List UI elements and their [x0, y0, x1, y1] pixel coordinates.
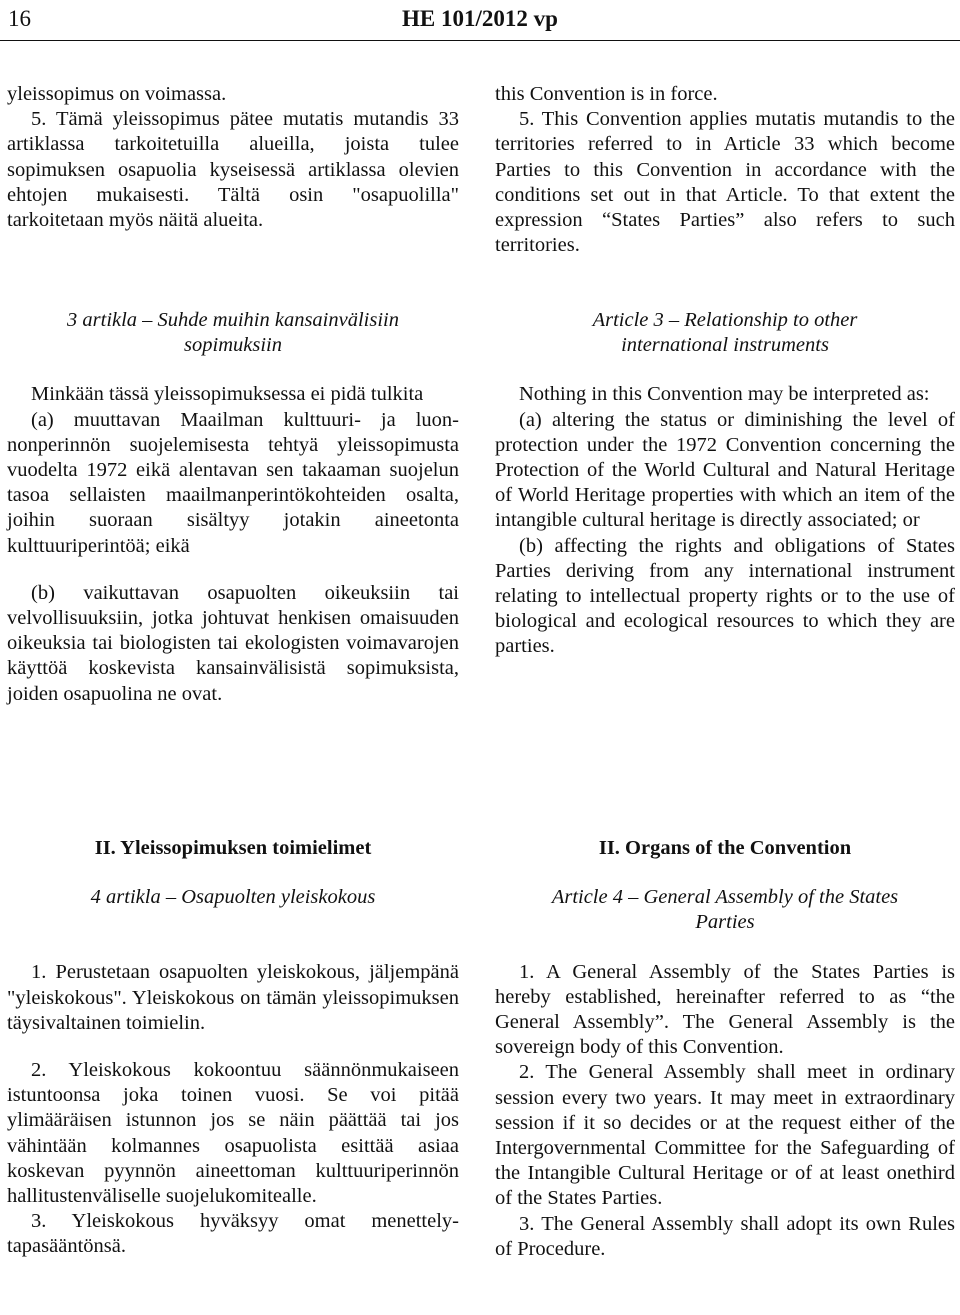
en-section-2	[495, 836, 955, 1262]
en-article-3-item-a: (a) altering the status or diminishing the level of protection under the 1972 Convention concerning the Protection of the World Cultural and Natural Heritage of World Heritage properties with which an item of the intangible cultural heritage is directly associated; or	[495, 408, 955, 532]
en-section-2-title: II. Organs of the Convention	[598, 837, 852, 859]
en-article-3-heading-line1: Article 3 – Relationship to other	[592, 309, 858, 331]
fi-section-2-title: II. Yleissopimuksen toimielimet	[94, 837, 372, 859]
fi-continuation: yleissopimus on voimassa.	[7, 83, 227, 105]
en-article-3	[495, 308, 955, 660]
fi-article-3	[7, 308, 459, 707]
document-id: HE 101/2012 vp	[402, 6, 558, 31]
en-article-3-intro: Nothing in this Convention may be interpreted as:	[519, 383, 930, 406]
en-article-4-heading-line1: Article 4 – General Assembly of the States	[551, 886, 899, 909]
fi-article-3-heading-line1: 3 artikla – Suhde muihin kansainvälisiin	[67, 309, 399, 331]
en-article-3-heading-line2: international instruments	[621, 334, 829, 357]
fi-top-block	[7, 82, 459, 233]
page-header	[0, 0, 960, 41]
fi-article-4-p3: 3. Yleiskokous hyväksyy omat menettelytapasääntönsä.	[7, 1210, 459, 1258]
en-article-4-p2: 2. The General Assembly shall meet in ordinary session every two years. It may meet in extraordinary session if it so decides or at the request either of the Intergovernmental Committee for the Safeguarding of the Intangible Cultural Heritage or of at least onethird of the States Parties.	[495, 1061, 955, 1210]
en-article-4-heading-line2: Parties	[695, 911, 755, 934]
en-continuation: this Convention is in force.	[495, 83, 718, 105]
fi-article-4-p1: 1. Perustetaan osapuolten yleiskokous, jäljempänä "yleiskokous". Yleiskokous on tämän yleissopimuksen täysivaltainen toimielin.	[7, 961, 459, 1034]
en-article-4-p1: 1. A General Assembly of the States Parties is hereby established, hereinafter referred to as “the General Assembly”. The General Assembly is the sovereign body of this Convention.	[495, 960, 955, 1059]
en-article-4-p3: 3. The General Assembly shall adopt its own Rules of Procedure.	[495, 1212, 955, 1260]
en-article-3-item-b: (b) affecting the rights and obligations of States Parties deriving from any international instrument relating to intellectual property rights or to the use of biological and ecological resources to which they are parties.	[495, 534, 955, 658]
fi-article-4-p2: 2. Yleiskokous kokoontuu säännönmukaiseen istuntoonsa joka toinen vuosi. Se voi pitää ylimääräisen istunnon jos se näin päättää tai jos vähintään kolmannes osapuolista esittää asiaa koskevan pyynnön aineettoman kulttuuriperinnön hallitustenväliselle suojelukomitealle.	[7, 1059, 459, 1208]
en-paragraph-5: 5. This Convention applies mutatis mutandis to the territories referred to in Article 33 which become Parties to this Convention in accordance with the conditions set out in that Article. To that extent the expression “States Parties” also refers to such territories.	[495, 108, 955, 257]
fi-paragraph-5: 5. Tämä yleissopimus pätee mutatis mutandis 33 artiklassa tarkoitetuilla alueilla, joista tulee sopimuksen osapuolia kyseisessä artiklassa olevien ehtojen mukaisesti. Tältä osin "osapuolilla" tarkoitetaan myös näitä alueita.	[7, 108, 459, 232]
fi-article-3-heading-line2: sopimuksiin	[184, 334, 282, 357]
fi-article-3-item-a: (a) muuttavan Maailman kulttuuri- ja luonnonperinnön suojelemisesta tehtyä yleissopimusta vuodelta 1972 eikä alentavan sen takaaman suojelun tasoa sellaisten maailmanperintökohteiden osalta, joihin suoraan sisältyy jotakin aineetonta kulttuuriperintöä; eikä	[7, 408, 459, 557]
en-top-block	[495, 82, 955, 258]
fi-article-4-heading: 4 artikla – Osapuolten yleiskokous	[90, 886, 376, 909]
fi-article-3-item-b: (b) vaikuttavan osapuolten oikeuksiin tai velvollisuuksiin, jotka johtuvat henkisen omaisuuden oikeuksia tai biologisten tai ekologisten voimavarojen käyttöä koskevista kansainvälisistä sopimuksista, joiden osapuolina ne ovat.	[7, 581, 459, 705]
fi-article-3-intro: Minkään tässä yleissopimuksessa ei pidä tulkita	[31, 383, 424, 406]
fi-section-2	[7, 836, 459, 1260]
page-number: 16	[8, 6, 31, 31]
